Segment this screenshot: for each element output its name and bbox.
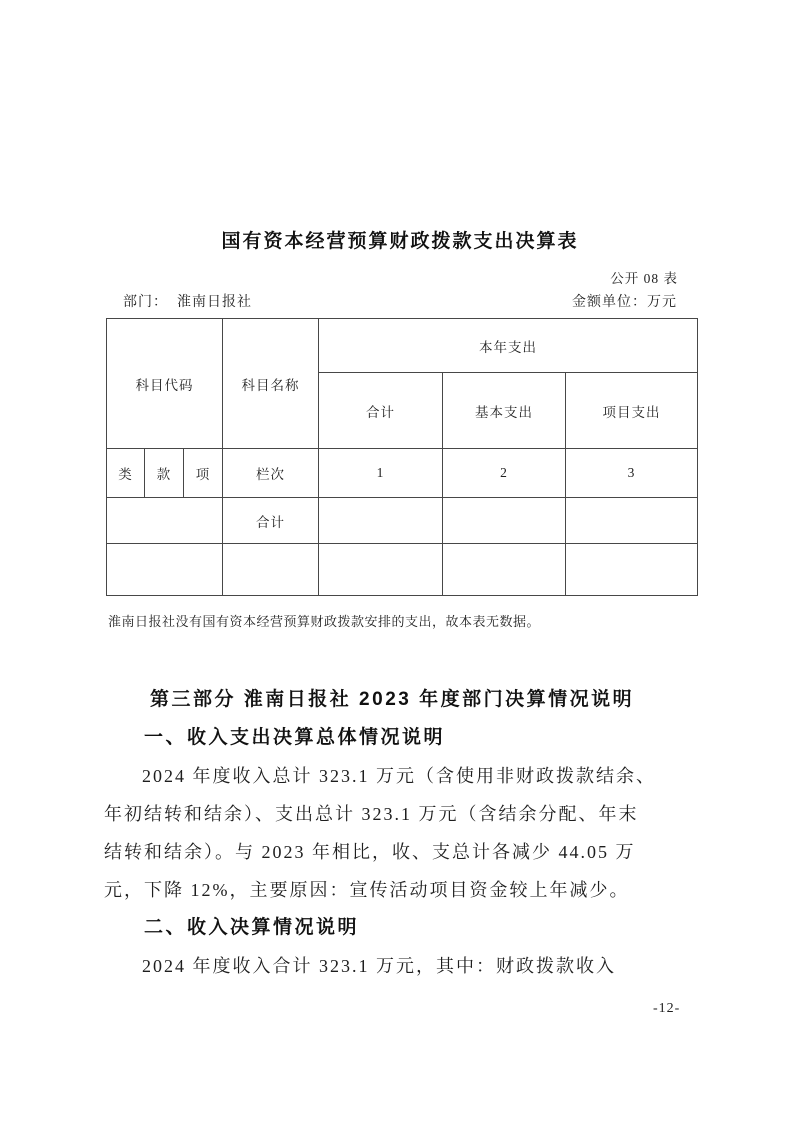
- expenditure-table: [106, 318, 698, 596]
- table-row: [107, 449, 698, 498]
- cell-empty: [223, 544, 319, 596]
- cell-class: 类: [107, 449, 145, 498]
- department-label: 部门：: [123, 295, 168, 310]
- cell-empty: [566, 498, 698, 544]
- cell-subject-code: 科目代码: [107, 319, 223, 449]
- narrative-section: [104, 681, 676, 985]
- cell-subject-name: 科目名称: [223, 319, 319, 449]
- table-row: [107, 544, 698, 596]
- cell-row-total-label: 合计: [223, 498, 319, 544]
- table-row: [107, 498, 698, 544]
- cell-col3: 3: [566, 449, 698, 498]
- cell-basic-expenditure-header: 基本支出: [443, 373, 566, 449]
- cell-col1: 1: [319, 449, 443, 498]
- table-footnote: 淮南日报社没有国有资本经营预算财政拨款安排的支出，故本表无数据。: [108, 614, 541, 629]
- section1-heading: 一、收入支出决算总体情况说明: [144, 727, 446, 748]
- cell-empty: [566, 544, 698, 596]
- table-code-label: 公开 08 表: [610, 271, 678, 286]
- section2-heading: 二、收入决算情况说明: [144, 917, 360, 938]
- cell-empty: [319, 498, 443, 544]
- paragraph-line: 2024 年度收入总计 323.1 万元（含使用非财政拨款结余、: [142, 766, 656, 786]
- cell-empty: [443, 498, 566, 544]
- cell-code-empty: [107, 498, 223, 544]
- cell-item: 项: [184, 449, 223, 498]
- paragraph-line: 年初结转和结余）、支出总计 323.1 万元（含结余分配、年末: [104, 804, 639, 824]
- paragraph-line: 结转和结余）。与 2023 年相比，收、支总计各减少 44.05 万: [104, 842, 636, 862]
- cell-current-year-expenditure: 本年支出: [319, 319, 698, 373]
- cell-code-empty: [107, 544, 223, 596]
- department-line: [123, 291, 252, 311]
- cell-section: 款: [145, 449, 184, 498]
- cell-project-expenditure-header: 项目支出: [566, 373, 698, 449]
- part3-heading: 第三部分 淮南日报社 2023 年度部门决算情况说明: [150, 689, 635, 710]
- amount-unit-label: 金额单位：万元: [572, 295, 677, 310]
- cell-empty: [443, 544, 566, 596]
- paragraph-line: 2024 年度收入合计 323.1 万元，其中：财政拨款收入: [142, 956, 616, 976]
- cell-column-label: 栏次: [223, 449, 319, 498]
- cell-total-header: 合计: [319, 373, 443, 449]
- department-value: 淮南日报社: [177, 295, 252, 310]
- page-number: -12-: [653, 1001, 681, 1016]
- paragraph-line: 元，下降 12%，主要原因：宣传活动项目资金较上年减少。: [104, 880, 630, 900]
- document-title: 国有资本经营预算财政拨款支出决算表: [221, 231, 579, 252]
- cell-col2: 2: [443, 449, 566, 498]
- cell-empty: [319, 544, 443, 596]
- table-row: [107, 319, 698, 373]
